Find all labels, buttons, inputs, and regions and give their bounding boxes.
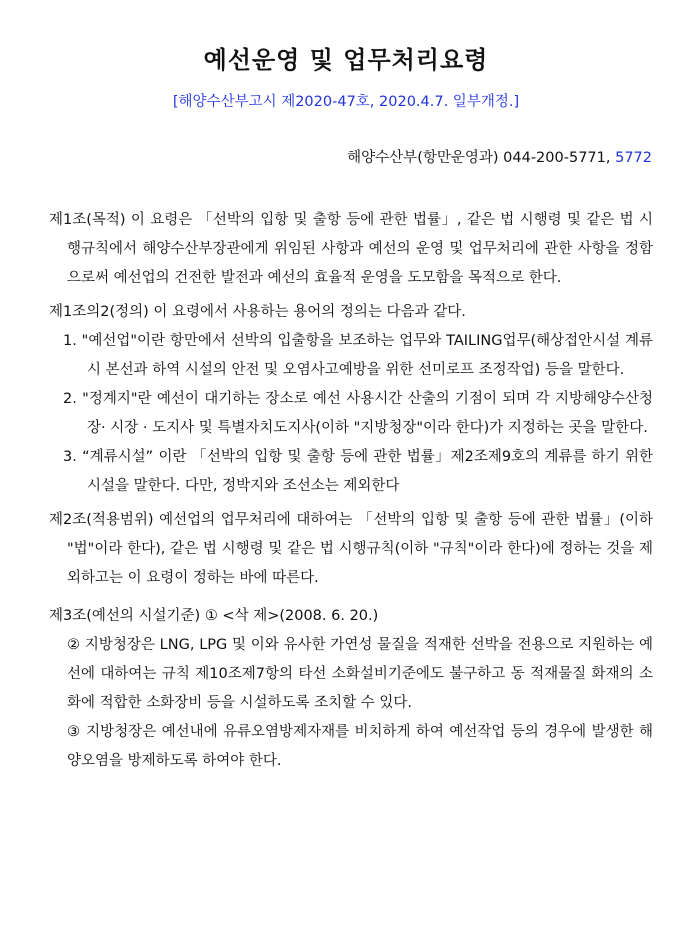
contact-department-phone: 해양수산부(항만운영과) 044-200-5771, <box>347 150 611 166</box>
article-3: 제3조(예선의 시설기준) ① <삭 제>(2008. 6. 20.) <box>49 608 379 624</box>
definition-item-1: 1. "예선업"이란 항만에서 선박의 입출항을 보조하는 업무와 TAILING업무(해상접안시설 계류시 본선과 하역 시설의 안전 및 오염사고예방을 위한 선미로프 조정작업) 등을 말한다. <box>63 333 653 378</box>
article-3-paragraph-2: ② 지방청장은 LNG, LPG 및 이와 유사한 가연성 물질을 적재한 선박을 전용으로 지원하는 예선에 대하여는 규칙 제10조제7항의 타선 소화설비기준에도 불구하고 동 적재물질 화재의 소화에 적합한 소화장비 등을 시설하도록 조치할 수 있다. <box>67 637 653 711</box>
article-3-paragraph-3: ③ 지방청장은 예선내에 유류오염방제자재를 비치하게 하여 예선작업 등의 경우에 발생한 해양오염을 방제하도록 하여야 한다. <box>67 724 653 769</box>
contact-extension: 5772 <box>615 150 652 166</box>
document-body <box>49 206 653 776</box>
article-1-2: 제1조의2(정의) 이 요령에서 사용하는 용어의 정의는 다음과 같다. <box>49 304 466 320</box>
contact-info <box>347 146 652 167</box>
regulation-notice: [해양수산부고시 제2020-47호, 2020.4.7. 일부개정.] <box>172 94 520 110</box>
page-title: 예선운영 및 업무처리요령 <box>203 46 489 74</box>
article-2: 제2조(적용범위) 예선업의 업무처리에 대하여는 「선박의 입항 및 출항 등에 관한 법률」(이하 "법"이라 한다), 같은 법 시행령 및 같은 법 시행규칙(이하 "규칙"이라 한다)에 정하는 것을 제외하고는 이 요령이 정하는 바에 따른다. <box>49 512 653 586</box>
definition-item-3: 3. “계류시설” 이란 「선박의 입항 및 출항 등에 관한 법률」제2조제9호의 계류를 하기 위한 시설을 말한다. 다만, 정박지와 조선소는 제외한다 <box>63 449 653 494</box>
definition-item-2: 2. "정계지"란 예선이 대기하는 장소로 예선 사용시간 산출의 기점이 되며 각 지방해양수산청장· 시장 · 도지사 및 특별자치도지사(이하 "지방청장"이라 한다)가 지정하는 곳을 말한다. <box>63 391 653 436</box>
article-1: 제1조(목적) 이 요령은 「선박의 입항 및 출항 등에 관한 법률」, 같은 법 시행령 및 같은 법 시행규칙에서 해양수산부장관에게 위임된 사항과 예선의 운영 및 업무처리에 관한 사항을 정함으로써 예선업의 건전한 발전과 예선의 효율적 운영을 도모함을 목적으로 한다. <box>49 212 653 286</box>
